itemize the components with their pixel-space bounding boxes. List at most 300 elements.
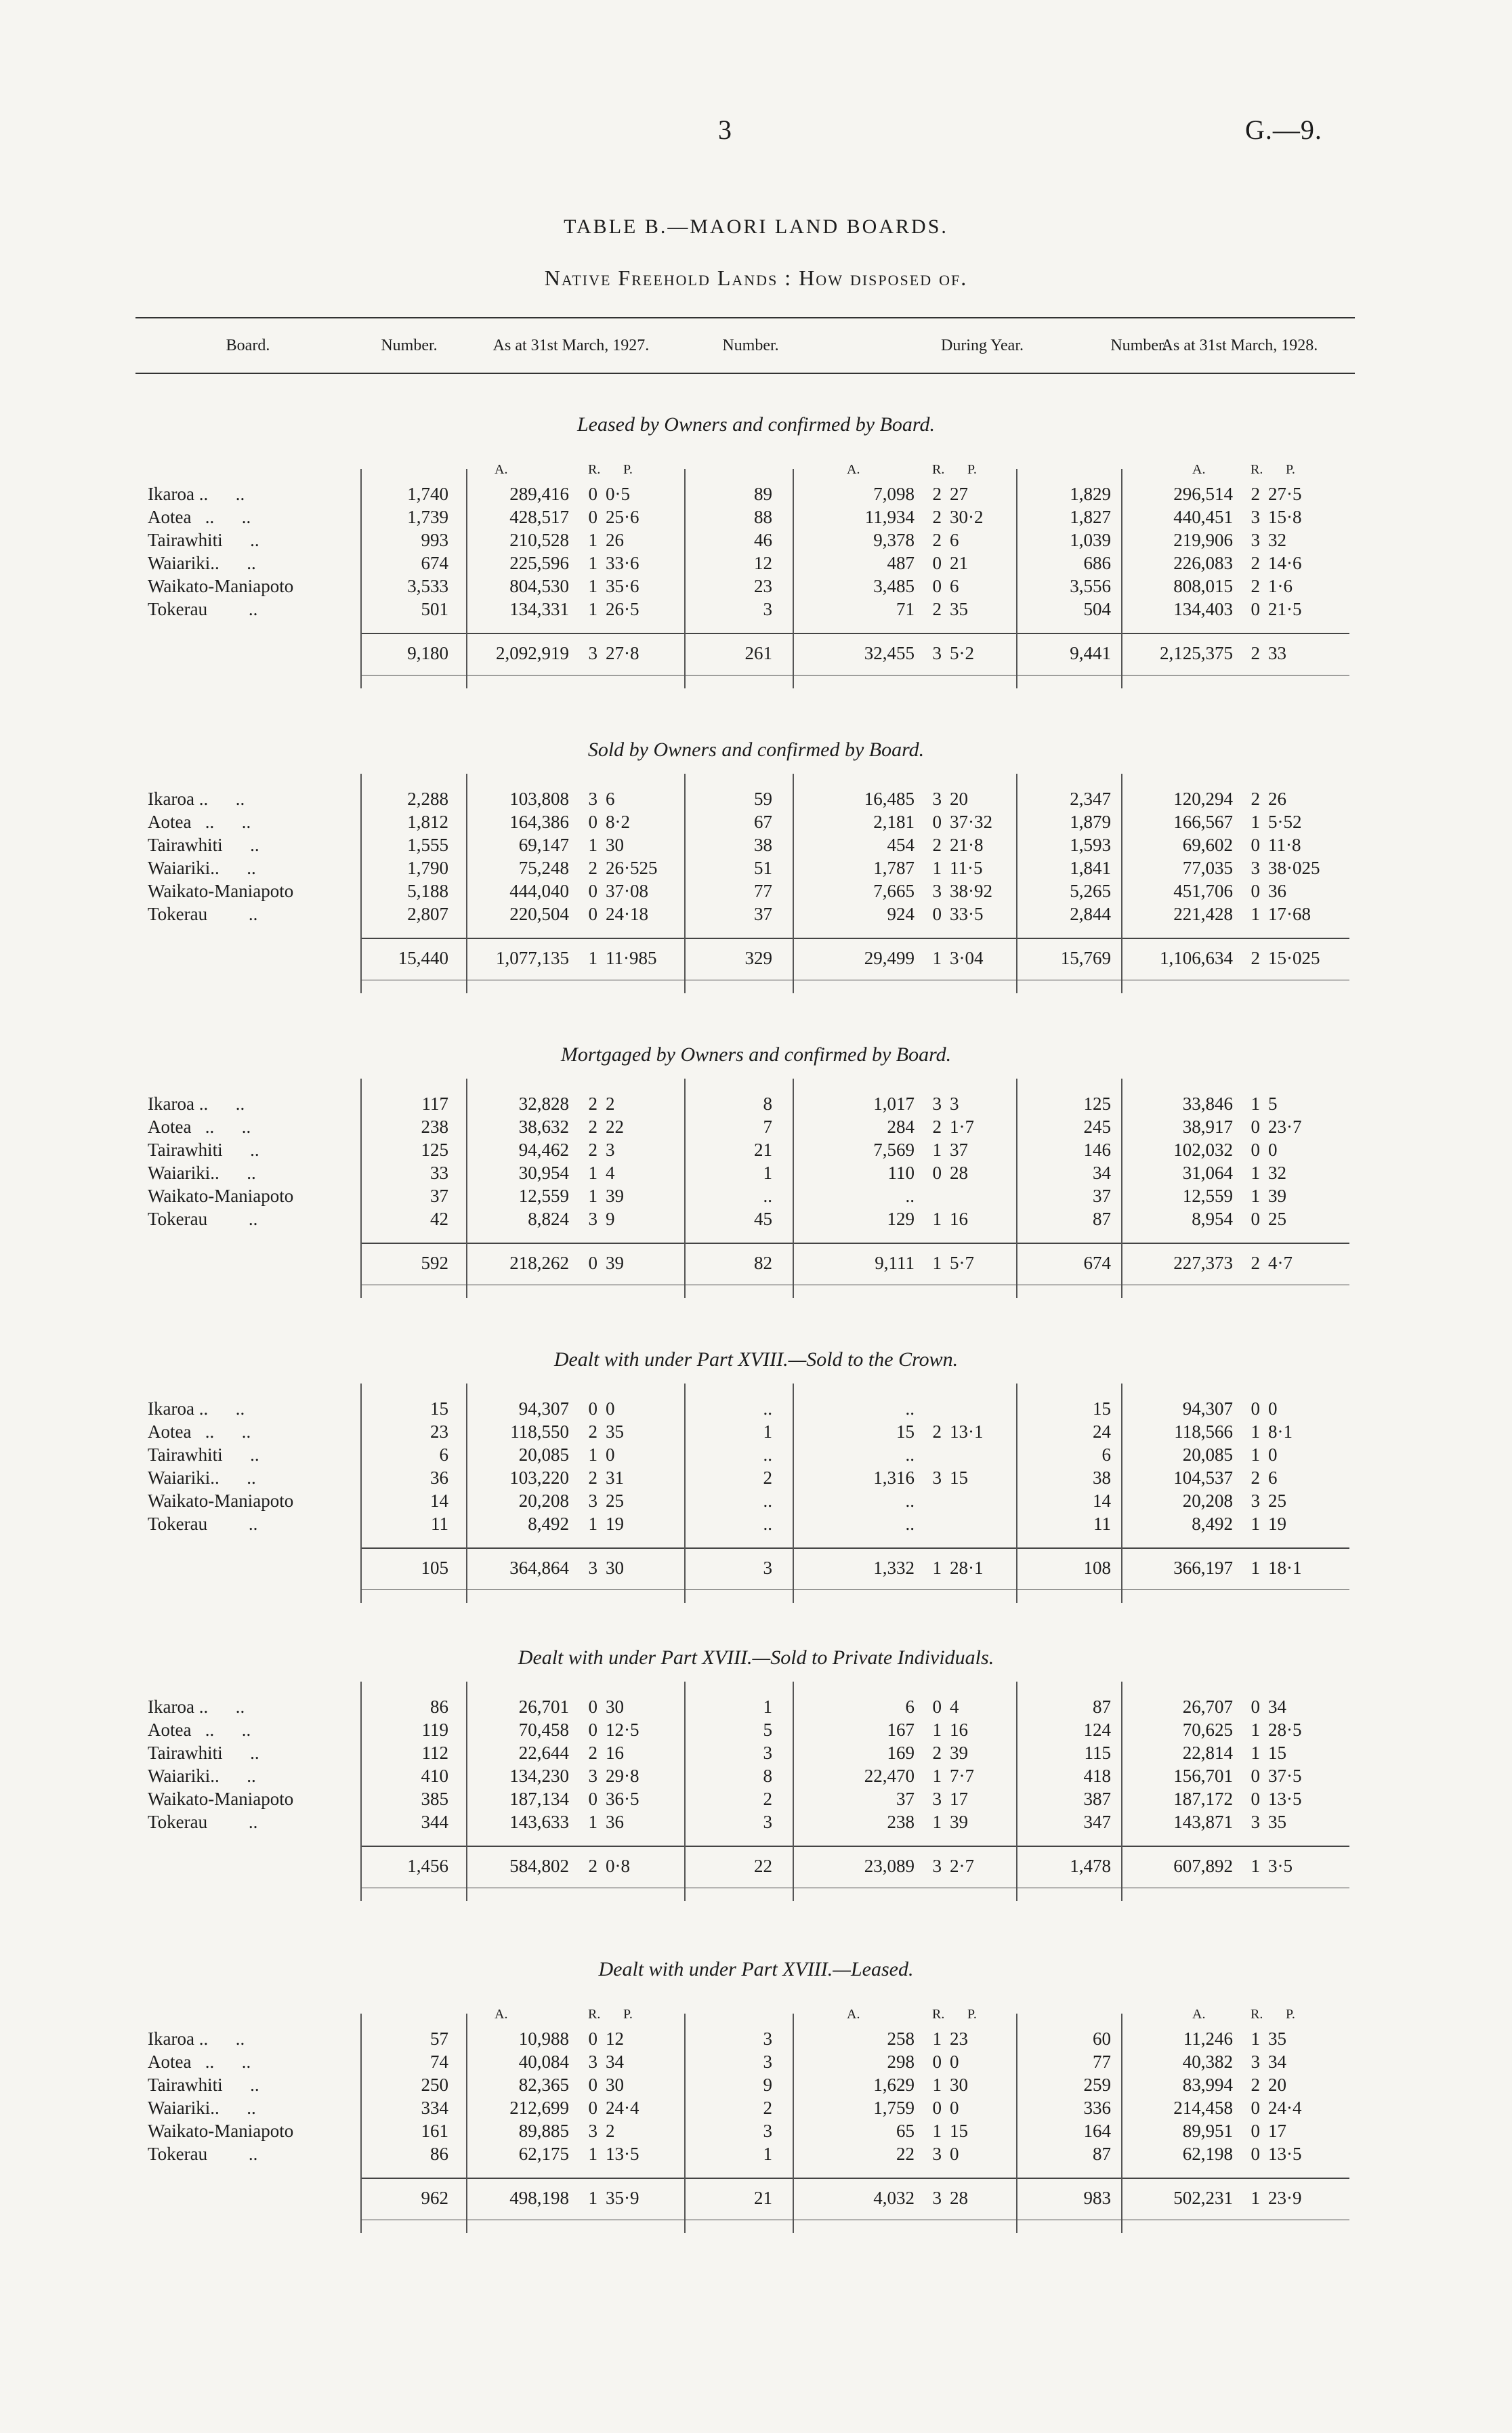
- cell-r2: 0: [932, 2052, 942, 2072]
- unit-perches: P.: [967, 462, 977, 477]
- cell-n1: 112: [421, 1743, 448, 1763]
- unit-acres: A.: [847, 462, 860, 477]
- table-row: [0, 856, 1512, 879]
- cell-p1: 2: [606, 1094, 615, 1114]
- board-name: Tokerau ..: [148, 1514, 258, 1534]
- cell-n1: 385: [421, 1789, 448, 1809]
- cell-n2: 3: [763, 599, 772, 619]
- cell-n3: 14: [1093, 1491, 1111, 1511]
- cell-r1: 0: [588, 1720, 597, 1740]
- table-row: [0, 598, 1512, 621]
- cell-r2: 0: [932, 576, 942, 596]
- cell-a1: 69,147: [518, 835, 569, 855]
- cell-a1: 210,528: [509, 530, 569, 550]
- cell-r1: 2: [588, 1094, 597, 1114]
- total-r3: 1: [1251, 2188, 1260, 2208]
- cell-a1: 164,386: [509, 812, 569, 832]
- cell-r2: 0: [932, 1163, 942, 1183]
- column-rule: [1016, 774, 1017, 993]
- cell-n3: 2,844: [1070, 904, 1111, 924]
- cell-a1: 428,517: [509, 507, 569, 527]
- unit-perches: P.: [967, 2007, 977, 2022]
- cell-p2: 38·92: [950, 881, 992, 901]
- table-row: [0, 552, 1512, 575]
- cell-r2: 3: [932, 2144, 942, 2164]
- cell-a1: 103,808: [509, 789, 569, 809]
- column-rule: [360, 1384, 362, 1603]
- cell-n1: 1,790: [407, 858, 448, 878]
- cell-p1: 0: [606, 1398, 615, 1419]
- total-p1: 0·8: [606, 1856, 630, 1876]
- total-p1: 11·985: [606, 948, 657, 968]
- board-name: Waiariki.. ..: [148, 553, 256, 573]
- cell-p3: 32: [1268, 1163, 1286, 1183]
- table-row: [0, 833, 1512, 856]
- cell-n2: 3: [763, 1812, 772, 1832]
- column-rule: [684, 774, 686, 993]
- cell-r2: 0: [932, 904, 942, 924]
- total-n2: 22: [754, 1856, 772, 1876]
- cell-a1: 134,331: [509, 599, 569, 619]
- column-rule: [684, 2014, 686, 2233]
- cell-p3: 17: [1268, 2121, 1286, 2141]
- cell-p3: 34: [1268, 2052, 1286, 2072]
- cell-n2: 2: [763, 1789, 772, 1809]
- cell-r3: 1: [1251, 1514, 1260, 1534]
- cell-p2: 6: [950, 530, 959, 550]
- cell-a3: 120,294: [1173, 789, 1233, 809]
- total-n1: 962: [421, 2188, 448, 2208]
- total-a1: 218,262: [509, 1253, 569, 1273]
- cell-a2: 1,316: [873, 1468, 915, 1488]
- table-section: [0, 1640, 1512, 1924]
- col-board: Board.: [226, 337, 270, 354]
- section-title: Leased by Owners and confirmed by Board.: [577, 413, 935, 436]
- table-row: [0, 2050, 1512, 2073]
- cell-p2: 1·7: [950, 1117, 974, 1137]
- board-name: Tokerau ..: [148, 1812, 258, 1832]
- cell-n1: 36: [430, 1468, 448, 1488]
- table-row: [0, 1512, 1512, 1535]
- cell-p3: 0: [1268, 1140, 1278, 1160]
- table-row: [0, 505, 1512, 528]
- cell-n3: 686: [1083, 553, 1111, 573]
- cell-p2: 15: [950, 1468, 968, 1488]
- cell-r1: 1: [588, 1514, 597, 1534]
- cell-a2: ..: [905, 1514, 915, 1534]
- cell-r1: 3: [588, 1209, 597, 1229]
- cell-a1: 22,644: [518, 1743, 569, 1763]
- column-rule: [1121, 1384, 1122, 1603]
- total-p3: 18·1: [1268, 1558, 1302, 1578]
- cell-p2: 7·7: [950, 1766, 974, 1786]
- table-section: [0, 1951, 1512, 2236]
- cell-a1: 12,559: [518, 1186, 569, 1206]
- cell-r1: 0: [588, 2029, 597, 2049]
- cell-p3: 0: [1268, 1444, 1278, 1465]
- cell-n1: 3,533: [407, 576, 448, 596]
- cell-a3: 143,871: [1173, 1812, 1233, 1832]
- cell-a3: 20,208: [1182, 1491, 1233, 1511]
- total-n2: 82: [754, 1253, 772, 1273]
- cell-n1: 74: [430, 2052, 448, 2072]
- cell-p1: 2: [606, 2121, 615, 2141]
- cell-n2: 46: [754, 530, 772, 550]
- cell-a1: 225,596: [509, 553, 569, 573]
- cell-n1: 250: [421, 2075, 448, 2095]
- cell-n1: 410: [421, 1766, 448, 1786]
- total-p2: 5·7: [950, 1253, 974, 1273]
- cell-a3: 440,451: [1173, 507, 1233, 527]
- cell-r2: 3: [932, 881, 942, 901]
- unit-roods: R.: [1251, 2007, 1263, 2022]
- unit-perches: P.: [1286, 462, 1295, 477]
- table-row: [0, 1092, 1512, 1115]
- cell-a2: 7,098: [873, 484, 915, 504]
- cell-n2: ..: [763, 1398, 772, 1419]
- cell-p3: 11·8: [1268, 835, 1301, 855]
- cell-n1: 86: [430, 2144, 448, 2164]
- cell-n3: 347: [1083, 1812, 1111, 1832]
- total-n2: 261: [744, 643, 772, 663]
- cell-a2: 22: [896, 2144, 915, 2164]
- cell-r3: 1: [1251, 1094, 1260, 1114]
- total-a2: 29,499: [864, 948, 915, 968]
- cell-r1: 1: [588, 1163, 597, 1183]
- cell-p3: 1·6: [1268, 576, 1293, 596]
- column-rule: [466, 1384, 467, 1603]
- cell-n2: ..: [763, 1444, 772, 1465]
- board-name: Tairawhiti ..: [148, 1444, 259, 1465]
- cell-n2: 77: [754, 881, 772, 901]
- cell-n3: 146: [1083, 1140, 1111, 1160]
- col-during-year: During Year.: [940, 337, 1024, 354]
- cell-r2: 1: [932, 1720, 942, 1740]
- cell-p1: 12·5: [606, 1720, 639, 1740]
- total-a2: 32,455: [864, 643, 915, 663]
- cell-n3: 77: [1093, 2052, 1111, 2072]
- cell-n1: 15: [430, 1398, 448, 1419]
- cell-n3: 245: [1083, 1117, 1111, 1137]
- cell-r2: 0: [932, 812, 942, 832]
- cell-a3: 8,492: [1192, 1514, 1233, 1534]
- total-r1: 3: [588, 643, 597, 663]
- cell-r1: 2: [588, 1117, 597, 1137]
- column-rule: [793, 774, 794, 993]
- cell-n3: 259: [1083, 2075, 1111, 2095]
- cell-n1: 334: [421, 2098, 448, 2118]
- total-separator: [360, 633, 1349, 634]
- cell-p3: 14·6: [1268, 553, 1302, 573]
- cell-p2: 33·5: [950, 904, 984, 924]
- cell-r1: 3: [588, 789, 597, 809]
- total-a1: 364,864: [509, 1558, 569, 1578]
- board-name: Waikato-Maniapoto: [148, 1186, 294, 1206]
- column-rule: [684, 469, 686, 688]
- cell-p2: 11·5: [950, 858, 983, 878]
- cell-p3: 36: [1268, 881, 1286, 901]
- cell-n3: 115: [1084, 1743, 1111, 1763]
- cell-r3: 2: [1251, 576, 1260, 596]
- cell-n3: 15: [1093, 1398, 1111, 1419]
- cell-r1: 2: [588, 1743, 597, 1763]
- table-row: [0, 1741, 1512, 1764]
- cell-n2: 8: [763, 1766, 772, 1786]
- cell-r3: 0: [1251, 599, 1260, 619]
- total-p2: 2·7: [950, 1856, 974, 1876]
- total-row: [0, 640, 1512, 667]
- cell-p2: 16: [950, 1209, 968, 1229]
- total-n3: 9,441: [1070, 643, 1111, 663]
- col-number-1927: Number.: [381, 337, 438, 354]
- cell-r2: 2: [932, 507, 942, 527]
- total-n2: 3: [763, 1558, 772, 1578]
- cell-r2: 1: [932, 1812, 942, 1832]
- unit-acres: A.: [495, 462, 508, 477]
- cell-n3: 2,347: [1070, 789, 1111, 809]
- cell-r3: 1: [1251, 904, 1260, 924]
- cell-n3: 37: [1093, 1186, 1111, 1206]
- cell-a2: 454: [887, 835, 915, 855]
- page-number: 3: [718, 115, 732, 145]
- cell-a1: 62,175: [518, 2144, 569, 2164]
- cell-a3: 89,951: [1182, 2121, 1233, 2141]
- cell-p2: 0: [950, 2098, 959, 2118]
- cell-a3: 22,814: [1182, 1743, 1233, 1763]
- cell-a1: 289,416: [509, 484, 569, 504]
- cell-p3: 28·5: [1268, 1720, 1302, 1740]
- cell-p2: 39: [950, 1743, 968, 1763]
- total-separator: [360, 1547, 1349, 1549]
- cell-r3: 1: [1251, 1186, 1260, 1206]
- cell-n3: 125: [1083, 1094, 1111, 1114]
- cell-n2: 59: [754, 789, 772, 809]
- cell-p3: 35: [1268, 2029, 1286, 2049]
- cell-a1: 30,954: [518, 1163, 569, 1183]
- unit-roods: R.: [1251, 462, 1263, 477]
- cell-a3: 187,172: [1173, 1789, 1233, 1809]
- cell-n3: 38: [1093, 1468, 1111, 1488]
- cell-r1: 1: [588, 835, 597, 855]
- column-header-row: [135, 317, 1355, 374]
- total-r2: 3: [932, 1856, 942, 1876]
- cell-p1: 26: [606, 530, 624, 550]
- cell-a1: 20,208: [518, 1491, 569, 1511]
- cell-a1: 804,530: [509, 576, 569, 596]
- cell-p3: 6: [1268, 1468, 1278, 1488]
- cell-n3: 34: [1093, 1163, 1111, 1183]
- cell-p3: 26: [1268, 789, 1286, 809]
- cell-n3: 1,829: [1070, 484, 1111, 504]
- cell-a2: 1,759: [873, 2098, 915, 2118]
- total-a3: 2,125,375: [1160, 643, 1233, 663]
- cell-n1: 125: [421, 1140, 448, 1160]
- cell-n2: 9: [763, 2075, 772, 2095]
- total-n3: 1,478: [1070, 1856, 1111, 1876]
- table-row: [0, 2119, 1512, 2142]
- cell-r1: 0: [588, 507, 597, 527]
- unit-perches: P.: [623, 462, 633, 477]
- cell-r3: 0: [1251, 1117, 1260, 1137]
- cell-r3: 3: [1251, 1812, 1260, 1832]
- total-p2: 3·04: [950, 948, 984, 968]
- cell-n1: 2,288: [407, 789, 448, 809]
- cell-p3: 19: [1268, 1514, 1286, 1534]
- cell-r1: 0: [588, 881, 597, 901]
- total-p3: 3·5: [1268, 1856, 1293, 1876]
- total-a2: 4,032: [873, 2188, 915, 2208]
- cell-r1: 0: [588, 1697, 597, 1717]
- cell-r2: 2: [932, 1421, 942, 1442]
- total-a3: 502,231: [1173, 2188, 1233, 2208]
- table-row: [0, 2073, 1512, 2096]
- cell-r1: 0: [588, 2098, 597, 2118]
- cell-a1: 94,462: [518, 1140, 569, 1160]
- cell-p1: 30: [606, 835, 624, 855]
- cell-p2: 23: [950, 2029, 968, 2049]
- table-row: [0, 1718, 1512, 1741]
- cell-r3: 2: [1251, 789, 1260, 809]
- cell-p3: 15: [1268, 1743, 1286, 1763]
- cell-r1: 0: [588, 904, 597, 924]
- board-name: Tairawhiti ..: [148, 530, 259, 550]
- cell-r3: 1: [1251, 1743, 1260, 1763]
- cell-n1: 1,812: [407, 812, 448, 832]
- cell-a2: 167: [887, 1720, 915, 1740]
- table-row: [0, 1161, 1512, 1184]
- cell-n2: 3: [763, 1743, 772, 1763]
- cell-r2: 2: [932, 530, 942, 550]
- total-row: [0, 1554, 1512, 1581]
- column-rule: [793, 469, 794, 688]
- total-r1: 1: [588, 948, 597, 968]
- section-title: Dealt with under Part XVIII.—Sold to Private Individuals.: [518, 1646, 994, 1669]
- table-row: [0, 879, 1512, 902]
- total-separator: [360, 2178, 1349, 2179]
- column-rule: [1016, 1079, 1017, 1298]
- cell-n2: 45: [754, 1209, 772, 1229]
- cell-n2: ..: [763, 1186, 772, 1206]
- board-name: Ikaroa .. ..: [148, 1697, 245, 1717]
- total-r1: 3: [588, 1558, 597, 1578]
- cell-a3: 156,701: [1173, 1766, 1233, 1786]
- cell-a3: 31,064: [1182, 1163, 1233, 1183]
- cell-n3: 87: [1093, 2144, 1111, 2164]
- table-row: [0, 1184, 1512, 1207]
- cell-r1: 2: [588, 1468, 597, 1488]
- cell-a3: 77,035: [1182, 858, 1233, 878]
- cell-n2: 5: [763, 1720, 772, 1740]
- cell-a3: 214,458: [1173, 2098, 1233, 2118]
- cell-a3: 26,707: [1182, 1697, 1233, 1717]
- cell-n2: 21: [754, 1140, 772, 1160]
- cell-a1: 8,492: [528, 1514, 569, 1534]
- board-name: Tokerau ..: [148, 1209, 258, 1229]
- cell-n2: 37: [754, 904, 772, 924]
- board-name: Waikato-Maniapoto: [148, 2121, 294, 2141]
- cell-n1: 1,555: [407, 835, 448, 855]
- cell-n1: 1,739: [407, 507, 448, 527]
- board-name: Tokerau ..: [148, 904, 258, 924]
- cell-a2: 37: [896, 1789, 915, 1809]
- cell-n1: 6: [439, 1444, 448, 1465]
- cell-p3: 25: [1268, 1209, 1286, 1229]
- cell-n1: 674: [421, 553, 448, 573]
- cell-n3: 387: [1083, 1789, 1111, 1809]
- cell-n1: 2,807: [407, 904, 448, 924]
- board-name: Waiariki.. ..: [148, 1468, 256, 1488]
- board-name: Waikato-Maniapoto: [148, 1789, 294, 1809]
- cell-n2: 88: [754, 507, 772, 527]
- cell-n3: 336: [1083, 2098, 1111, 2118]
- cell-p1: 31: [606, 1468, 624, 1488]
- total-n2: 329: [744, 948, 772, 968]
- total-r2: 1: [932, 1253, 942, 1273]
- cell-p2: 15: [950, 2121, 968, 2141]
- unit-acres: A.: [1192, 462, 1206, 477]
- cell-n2: 1: [763, 1697, 772, 1717]
- cell-n2: 2: [763, 2098, 772, 2118]
- total-p2: 28: [950, 2188, 968, 2208]
- cell-a1: 75,248: [518, 858, 569, 878]
- table-section: [0, 1037, 1512, 1321]
- cell-p1: 8·2: [606, 812, 630, 832]
- cell-p3: 39: [1268, 1186, 1286, 1206]
- cell-r2: 0: [932, 2098, 942, 2118]
- cell-p2: 13·1: [950, 1421, 984, 1442]
- cell-n3: 3,556: [1070, 576, 1111, 596]
- column-rule: [466, 1682, 467, 1901]
- cell-r2: 3: [932, 1789, 942, 1809]
- cell-p3: 5·52: [1268, 812, 1302, 832]
- cell-a1: 89,885: [518, 2121, 569, 2141]
- cell-n1: 119: [421, 1720, 448, 1740]
- cell-a1: 103,220: [509, 1468, 569, 1488]
- cell-a3: 219,906: [1173, 530, 1233, 550]
- cell-a1: 187,134: [509, 1789, 569, 1809]
- cell-a3: 33,846: [1182, 1094, 1233, 1114]
- cell-r1: 1: [588, 576, 597, 596]
- column-rule: [793, 1384, 794, 1603]
- cell-r1: 0: [588, 2075, 597, 2095]
- cell-p2: 0: [950, 2144, 959, 2164]
- board-name: Aotea .. ..: [148, 1720, 251, 1740]
- cell-n3: 1,827: [1070, 507, 1111, 527]
- cell-p1: 26·5: [606, 599, 639, 619]
- table-row: [0, 2027, 1512, 2050]
- total-row: [0, 1852, 1512, 1879]
- cell-r1: 1: [588, 2144, 597, 2164]
- cell-a2: 22,470: [864, 1766, 915, 1786]
- board-name: Aotea .. ..: [148, 507, 251, 527]
- cell-p1: 34: [606, 2052, 624, 2072]
- column-rule: [360, 469, 362, 688]
- cell-p1: 22: [606, 1117, 624, 1137]
- total-p3: 15·025: [1268, 948, 1320, 968]
- cell-r1: 0: [588, 812, 597, 832]
- cell-p3: 5: [1268, 1094, 1278, 1114]
- column-rule: [1016, 1682, 1017, 1901]
- cell-a1: 82,365: [518, 2075, 569, 2095]
- table-row: [0, 1138, 1512, 1161]
- cell-p1: 3: [606, 1140, 615, 1160]
- column-rule: [360, 1682, 362, 1901]
- cell-p2: 37·32: [950, 812, 992, 832]
- total-a3: 227,373: [1173, 1253, 1233, 1273]
- board-name: Waiariki.. ..: [148, 1766, 256, 1786]
- board-name: Ikaroa .. ..: [148, 484, 245, 504]
- column-rule: [793, 1079, 794, 1298]
